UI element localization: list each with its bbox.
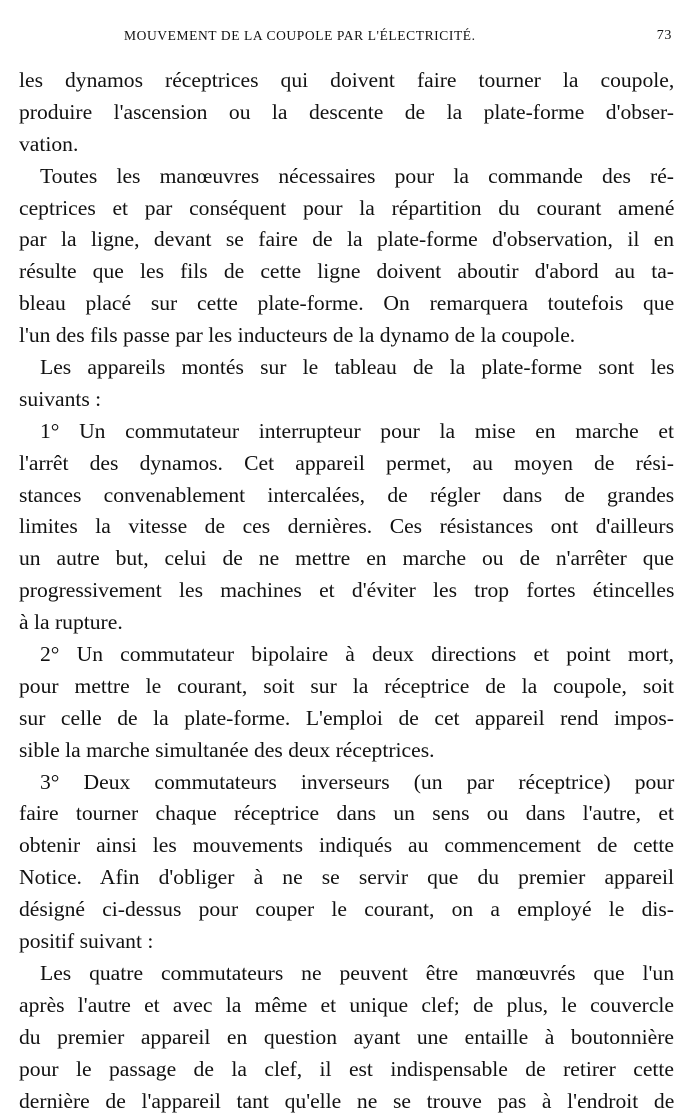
text-line: positif suivant : [19,926,674,958]
text-line: pour le passage de la clef, il est indispensable de retirer cette [19,1054,674,1086]
text-line: par la ligne, devant se faire de la plate-forme d'observation, il en [19,224,674,256]
paragraph-item-1 [19,416,674,639]
text-line: l'arrêt des dynamos. Cet appareil permet, au moyen de rési- [19,448,674,480]
text-line: les dynamos réceptrices qui doivent faire tourner la coupole, [19,65,674,97]
text-line: désigné ci-dessus pour couper le courant, on a employé le dis- [19,894,674,926]
text-line: vation. [19,129,674,161]
text-line: 3° Deux commutateurs inverseurs (un par réceptrice) pour [19,767,674,799]
text-line: sible la marche simultanée des deux réceptrices. [19,735,674,767]
text-line: obtenir ainsi les mouvements indiqués au commencement de cette [19,830,674,862]
text-line: l'un des fils passe par les inducteurs de la dynamo de la coupole. [19,320,674,352]
paragraph-item-2 [19,639,674,767]
text-line: 1° Un commutateur interrupteur pour la mise en marche et [19,416,674,448]
text-line: Les quatre commutateurs ne peuvent être manœuvrés que l'un [19,958,674,990]
text-line: faire tourner chaque réceptrice dans un sens ou dans l'autre, et [19,798,674,830]
text-line: suivants : [19,384,674,416]
text-line: Notice. Afin d'obliger à ne se servir que du premier appareil [19,862,674,894]
text-line: progressivement les machines et d'éviter les trop fortes étincelles [19,575,674,607]
text-line: ceptrices et par conséquent pour la répartition du courant amené [19,193,674,225]
text-line: pour mettre le courant, soit sur la réceptrice de la coupole, soit [19,671,674,703]
paragraph-continuation [19,65,674,161]
text-line: produire l'ascension ou la descente de la plate-forme d'obser- [19,97,674,129]
paragraph-item-3 [19,767,674,958]
page-number: 73 [657,28,672,44]
text-line: un autre but, celui de ne mettre en marche ou de n'arrêter que [19,543,674,575]
text-line: du premier appareil en question ayant une entaille à boutonnière [19,1022,674,1054]
text-line: dernière de l'appareil tant qu'elle ne se trouve pas à l'endroit de [19,1086,674,1117]
text-line: limites la vitesse de ces dernières. Ces résistances ont d'ailleurs [19,511,674,543]
text-line: bleau placé sur cette plate-forme. On remarquera toutefois que [19,288,674,320]
running-title: MOUVEMENT DE LA COUPOLE PAR L'ÉLECTRICITÉ. [124,28,476,44]
text-line: Toutes les manœuvres nécessaires pour la commande des ré- [19,161,674,193]
paragraph-commutateurs [19,958,674,1117]
paragraph-manoeuvres [19,161,674,352]
text-line: Les appareils montés sur le tableau de la plate-forme sont les [19,352,674,384]
text-line: après l'autre et avec la même et unique clef; de plus, le couvercle [19,990,674,1022]
text-line: résulte que les fils de cette ligne doivent aboutir d'abord au ta- [19,256,674,288]
page-body [19,65,674,1117]
text-line: sur celle de la plate-forme. L'emploi de cet appareil rend impos- [19,703,674,735]
page-header [0,28,696,50]
text-line: stances convenablement intercalées, de régler dans de grandes [19,480,674,512]
text-line: à la rupture. [19,607,674,639]
paragraph-appareils [19,352,674,416]
text-line: 2° Un commutateur bipolaire à deux directions et point mort, [19,639,674,671]
